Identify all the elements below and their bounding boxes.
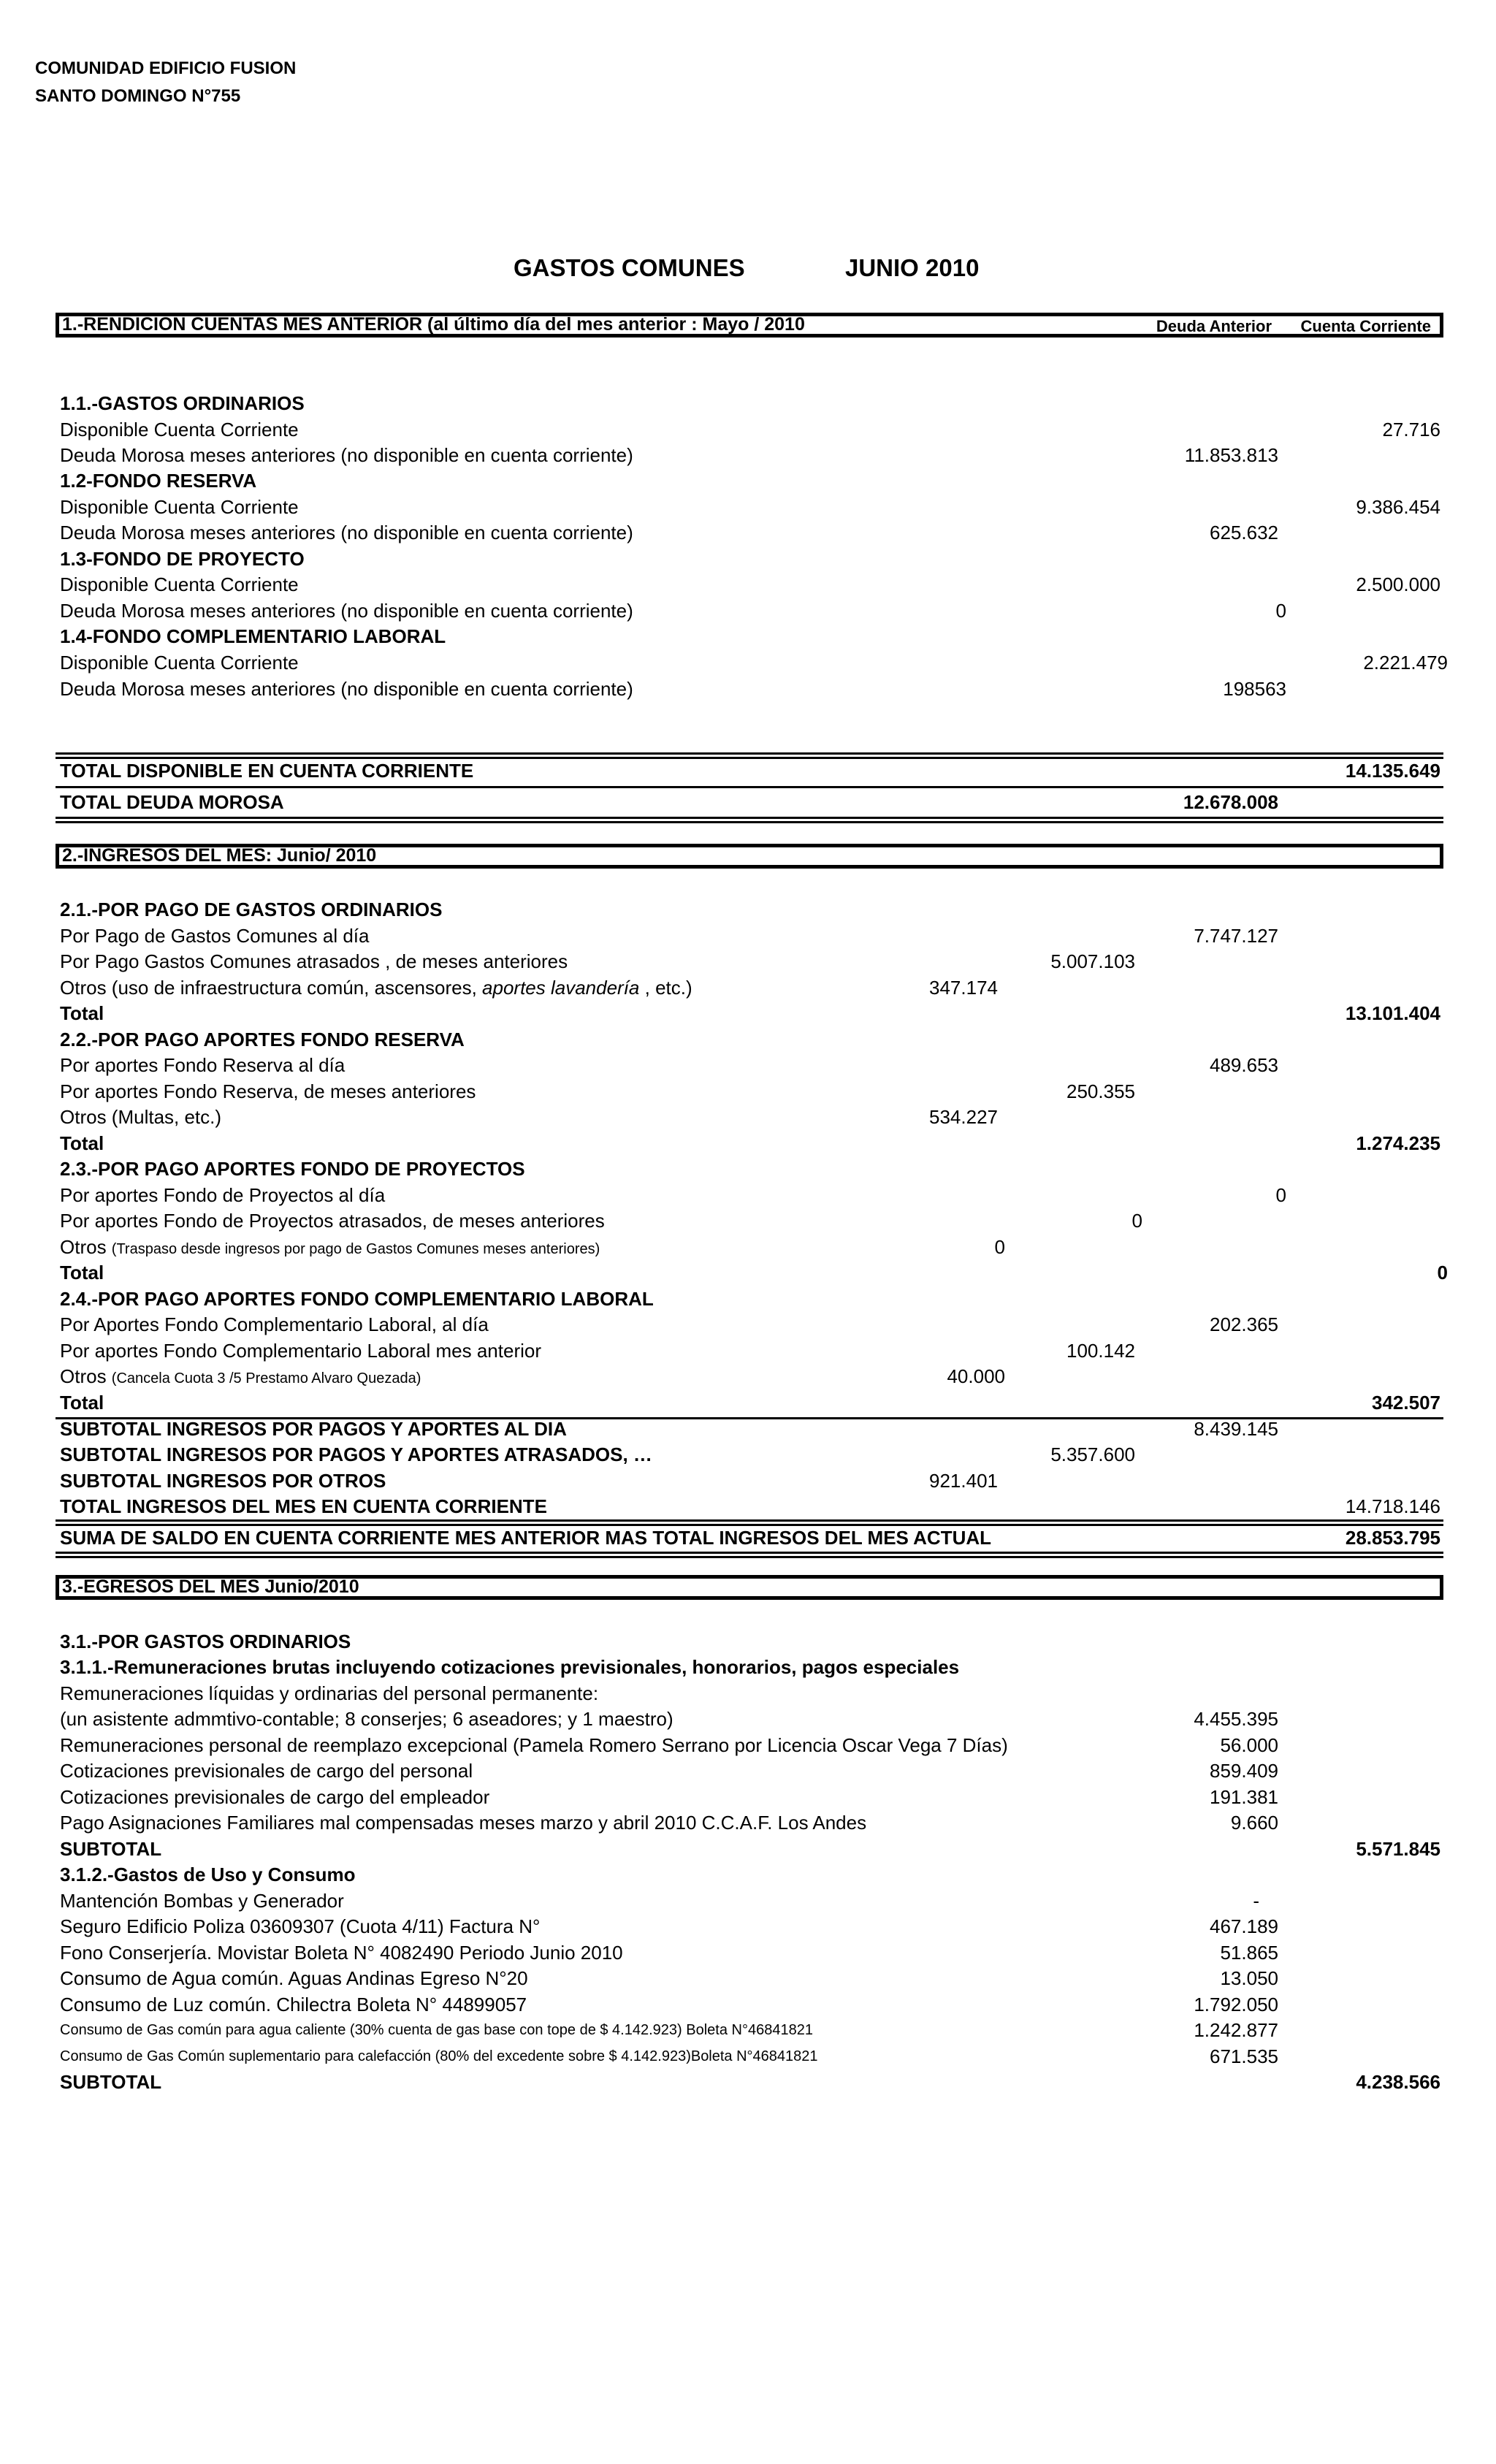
row-total-disponible: TOTAL DISPONIBLE EN CUENTA CORRIENTE 14.135.649	[60, 760, 1440, 782]
divider	[56, 817, 1443, 819]
row-2-3-al-dia: Por aportes Fondo de Proyectos al día 0	[60, 1184, 1286, 1206]
section-title-3-1: 3.1.-POR GASTOS ORDINARIOS	[60, 1630, 351, 1652]
row-3-1-1-asignaciones: Pago Asignaciones Familiares mal compensadas meses marzo y abril 2010 C.C.A.F. Los Andes 9.660	[60, 1812, 1278, 1834]
section-title-3-1-2: 3.1.2.-Gastos de Uso y Consumo	[60, 1864, 356, 1885]
community-name: COMUNIDAD EDIFICIO FUSION	[35, 58, 297, 78]
row-3-1-2-bombas: Mantención Bombas y Generador -	[60, 1890, 1259, 1912]
section-title-1-1: 1.1.-GASTOS ORDINARIOS	[60, 392, 305, 414]
section-title-1-3: 1.3-FONDO DE PROYECTO	[60, 548, 305, 570]
row-total-deuda: TOTAL DEUDA MOROSA 12.678.008	[60, 791, 1278, 813]
row-3-1-1-reemplazo: Remuneraciones personal de reemplazo excepcional (Pamela Romero Serrano por Licencia Oscar Vega 7 Días) 56.000	[60, 1734, 1278, 1756]
divider	[56, 752, 1443, 755]
row-2-1-al-dia: Por Pago de Gastos Comunes al día 7.747.127	[60, 925, 1278, 947]
row-2-1-atrasados: Por Pago Gastos Comunes atrasados , de meses anteriores 5.007.103	[60, 950, 1135, 972]
section3-heading: 3.-EGRESOS DEL MES Junio/2010	[62, 1576, 359, 1597]
row-3-1-2-gas-agua: Consumo de Gas común para agua caliente (30% cuenta de gas base con tope de $ 4.142.923) Boleta N°46841821 1.242.877	[60, 2019, 1278, 2041]
section-title-2-3: 2.3.-POR PAGO APORTES FONDO DE PROYECTOS	[60, 1158, 525, 1180]
row-3-1-2-gas-calefaccion: Consumo de Gas Común suplementario para calefacción (80% del excedente sobre $ 4.142.923)Boleta N°46841821 671.535	[60, 2045, 1278, 2067]
row-1-3-deuda: Deuda Morosa meses anteriores (no disponible en cuenta corriente) 0	[60, 600, 1286, 622]
row-2-1-otros: Otros (uso de infraestructura común, ascensores, aportes lavandería , etc.) 347.174	[60, 977, 998, 999]
divider	[56, 1552, 1443, 1554]
row-3-1-2-fono: Fono Conserjería. Movistar Boleta N° 4082490 Periodo Junio 2010 51.865	[60, 1942, 1278, 1964]
row-3-1-2-luz: Consumo de Luz común. Chilectra Boleta N° 44899057 1.792.050	[60, 1994, 1278, 2015]
divider	[56, 757, 1443, 759]
section-title-1-2: 1.2-FONDO RESERVA	[60, 470, 257, 492]
row-1-1-disponible: Disponible Cuenta Corriente 27.716	[60, 419, 1440, 440]
row-2-4-al-dia: Por Aportes Fondo Complementario Laboral, al día 202.365	[60, 1313, 1278, 1335]
row-2-4-total: Total 342.507	[60, 1392, 1440, 1414]
column-header-deuda-anterior: Deuda Anterior	[1156, 317, 1272, 335]
row-suma-saldo: SUMA DE SALDO EN CUENTA CORRIENTE MES ANTERIOR MAS TOTAL INGRESOS DEL MES ACTUAL 28.853.795	[60, 1527, 1440, 1549]
section-title-2-1: 2.1.-POR PAGO DE GASTOS ORDINARIOS	[60, 899, 443, 920]
row-1-2-disponible: Disponible Cuenta Corriente 9.386.454	[60, 496, 1440, 518]
row-3-1-2-agua: Consumo de Agua común. Aguas Andinas Egreso N°20 13.050	[60, 1967, 1278, 1989]
row-3-1-1-personal: (un asistente admmtivo-contable; 8 conserjes; 6 aseadores; y 1 maestro) 4.455.395	[60, 1708, 1278, 1730]
divider	[56, 821, 1443, 823]
row-subtotal-atrasados: SUBTOTAL INGRESOS POR PAGOS Y APORTES ATRASADOS, … 5.357.600	[60, 1443, 1135, 1465]
row-2-2-atrasados: Por aportes Fondo Reserva, de meses anteriores 250.355	[60, 1080, 1135, 1102]
section-title-2-4: 2.4.-POR PAGO APORTES FONDO COMPLEMENTARIO LABORAL	[60, 1288, 654, 1310]
row-2-4-atrasados: Por aportes Fondo Complementario Laboral mes anterior 100.142	[60, 1340, 1135, 1362]
section3-header-box	[56, 1575, 1443, 1600]
row-3-1-2-subtotal: SUBTOTAL 4.238.566	[60, 2071, 1440, 2093]
row-2-3-otros: Otros (Traspaso desde ingresos por pago de Gastos Comunes meses anteriores) 0	[60, 1236, 1005, 1258]
section1-heading: 1.-RENDICION CUENTAS MES ANTERIOR (al último día del mes anterior : Mayo / 2010	[62, 314, 805, 335]
divider	[56, 1519, 1443, 1522]
section2-heading: 2.-INGRESOS DEL MES: Junio/ 2010	[62, 845, 377, 866]
section2-header-box	[56, 844, 1443, 869]
row-2-4-otros: Otros (Cancela Cuota 3 /5 Prestamo Alvaro Quezada) 40.000	[60, 1365, 1005, 1387]
divider	[56, 786, 1443, 788]
row-3-1-2-seguro: Seguro Edificio Poliza 03609307 (Cuota 4/11) Factura N° 467.189	[60, 1915, 1278, 1937]
row-2-1-total: Total 13.101.404	[60, 1002, 1440, 1024]
row-total-ingresos: TOTAL INGRESOS DEL MES EN CUENTA CORRIENTE 14.718.146	[60, 1495, 1440, 1517]
row-1-2-deuda: Deuda Morosa meses anteriores (no disponible en cuenta corriente) 625.632	[60, 522, 1278, 543]
row-2-2-total: Total 1.274.235	[60, 1132, 1440, 1154]
row-2-3-total: Total 0	[60, 1262, 1448, 1284]
row-1-3-disponible: Disponible Cuenta Corriente 2.500.000	[60, 573, 1440, 595]
row-1-4-disponible: Disponible Cuenta Corriente 2.221.479	[60, 652, 1448, 674]
section-title-2-2: 2.2.-POR PAGO APORTES FONDO RESERVA	[60, 1029, 465, 1050]
row-3-1-1-cot-personal: Cotizaciones previsionales de cargo del personal 859.409	[60, 1760, 1278, 1782]
row-3-1-1-cot-empleador: Cotizaciones previsionales de cargo del empleador 191.381	[60, 1786, 1278, 1808]
row-1-4-deuda: Deuda Morosa meses anteriores (no disponible en cuenta corriente) 198563	[60, 678, 1286, 700]
row-2-2-otros: Otros (Multas, etc.) 534.227	[60, 1106, 998, 1128]
row-subtotal-al-dia: SUBTOTAL INGRESOS POR PAGOS Y APORTES AL DIA 8.439.145	[60, 1418, 1278, 1440]
section1-header-box	[56, 313, 1443, 337]
row-3-1-1-remuneraciones: Remuneraciones líquidas y ordinarias del personal permanente:	[60, 1682, 599, 1704]
section-title-1-4: 1.4-FONDO COMPLEMENTARIO LABORAL	[60, 625, 446, 647]
page-period: JUNIO 2010	[845, 254, 980, 281]
divider	[56, 1556, 1443, 1558]
divider	[56, 1524, 1443, 1526]
row-3-1-1-subtotal: SUBTOTAL 5.571.845	[60, 1838, 1440, 1860]
page-title: GASTOS COMUNES	[514, 254, 745, 281]
column-header-cuenta-corriente: Cuenta Corriente	[1300, 317, 1431, 335]
row-2-3-atrasados: Por aportes Fondo de Proyectos atrasados, de meses anteriores 0	[60, 1210, 1142, 1232]
community-address: SANTO DOMINGO N°755	[35, 86, 241, 106]
row-2-2-al-dia: Por aportes Fondo Reserva al día 489.653	[60, 1054, 1278, 1076]
row-subtotal-otros: SUBTOTAL INGRESOS POR OTROS 921.401	[60, 1470, 998, 1492]
section-title-3-1-1: 3.1.1.-Remuneraciones brutas incluyendo cotizaciones previsionales, honorarios, pagos especiales	[60, 1656, 960, 1678]
row-1-1-deuda: Deuda Morosa meses anteriores (no disponible en cuenta corriente) 11.853.813	[60, 444, 1278, 466]
